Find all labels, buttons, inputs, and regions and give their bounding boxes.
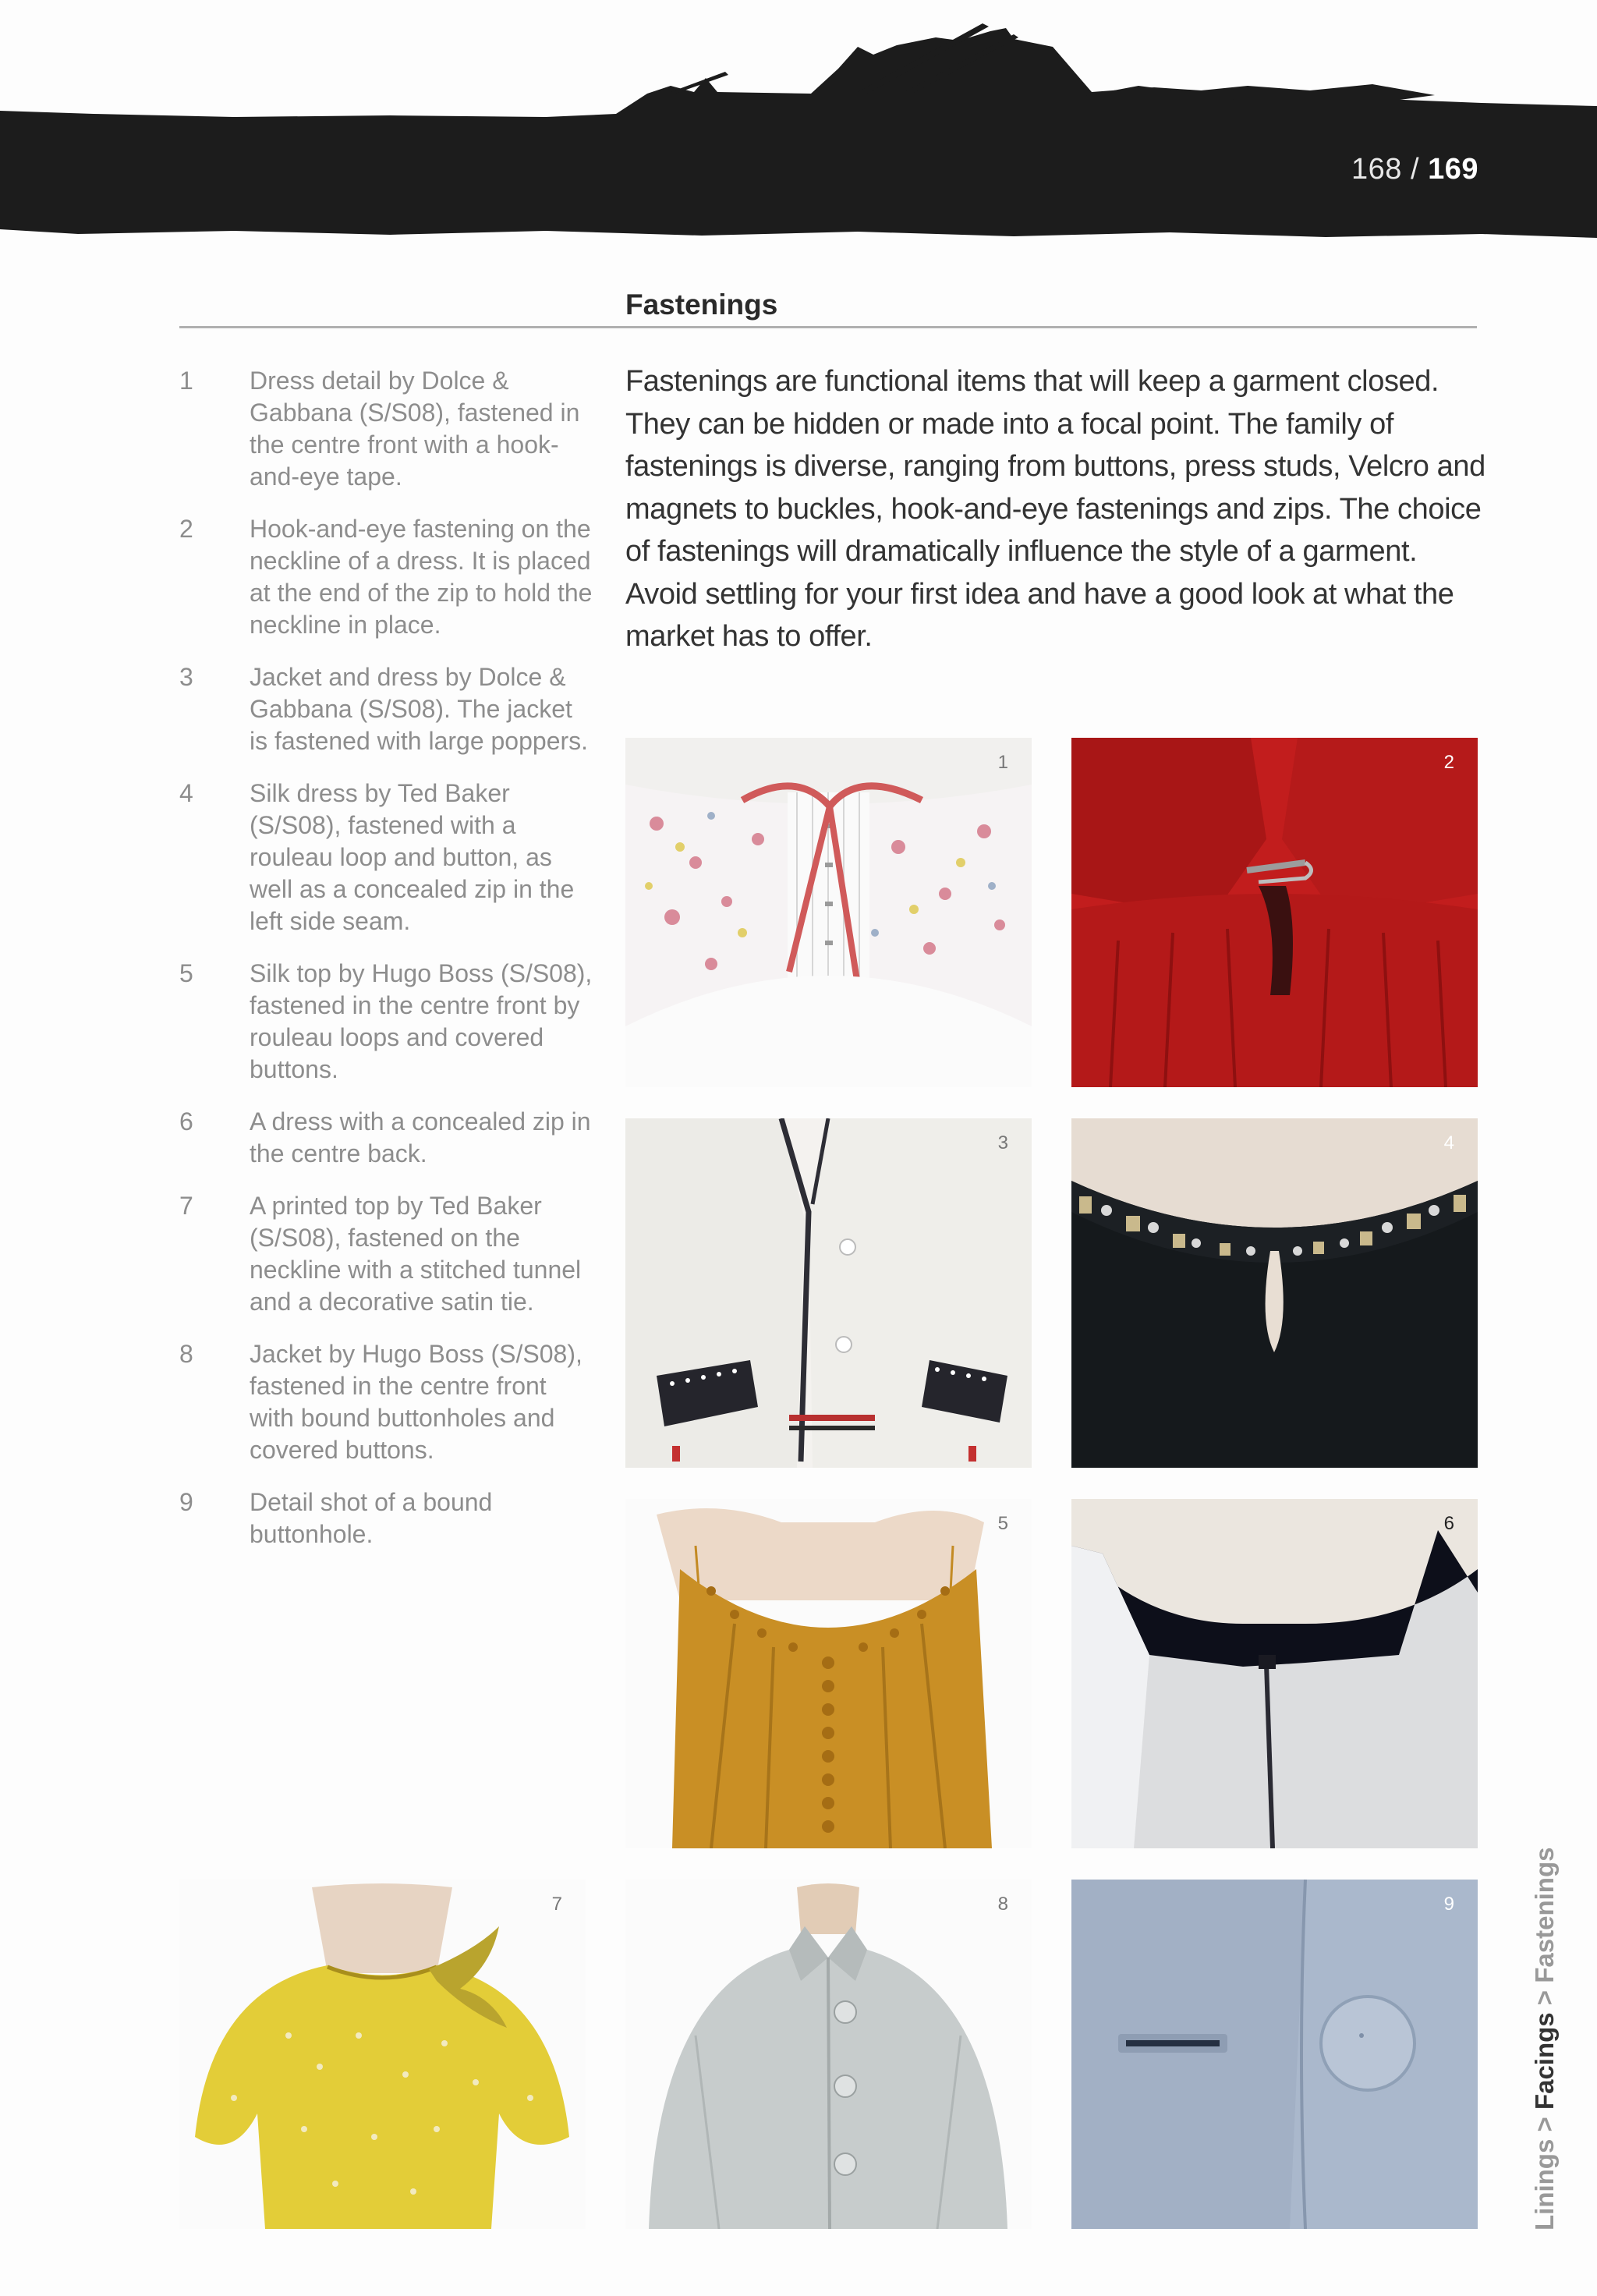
caption-item (179, 958, 593, 1086)
breadcrumb-separator: > (1530, 2110, 1559, 2139)
photo-red-dress-hook (1071, 738, 1478, 1087)
caption-item (179, 513, 593, 641)
caption-text: A dress with a concealed zip in the centre back. (250, 1107, 591, 1167)
page-numbers (1351, 153, 1478, 186)
caption-number: 7 (179, 1192, 193, 1220)
caption-item (179, 1190, 593, 1318)
page-number-separator: / (1410, 153, 1420, 186)
breadcrumb-separator: > (1530, 1982, 1559, 2013)
caption-text: Dress detail by Dolce & Gabbana (S/S08), fastened in the centre front with a hook-and-eye tape. (250, 367, 580, 491)
photo-number: 1 (997, 752, 1008, 773)
photo-yellow-printed-top (179, 1880, 586, 2229)
photo-mustard-silk-top (625, 1499, 1032, 1848)
caption-number: 1 (179, 367, 193, 395)
caption-item (179, 365, 593, 493)
intro-paragraph: Fastenings are functional items that will keep a garment closed. They can be hidden or made into a focal point. The family of fastenings is diverse, ranging from buttons, press studs, Velcro and magnets to buckles, hook-and-eye fastenings and zips. The choice of fastenings will dramatically influence the style of a garment. Avoid settling for your first idea and have a good look at what the market has to offer. (625, 365, 1485, 653)
caption-item (179, 1106, 593, 1170)
caption-item (179, 661, 593, 757)
caption-number: 5 (179, 959, 193, 987)
photo-number: 5 (997, 1513, 1008, 1534)
photo-number: 7 (551, 1894, 562, 1915)
page-number-right: 169 (1428, 153, 1478, 186)
photo-white-jacket (625, 1118, 1032, 1468)
photo-concealed-zip-back (1071, 1499, 1478, 1848)
photo-number: 4 (1443, 1132, 1454, 1153)
photo-bound-buttonhole (1071, 1880, 1478, 2229)
caption-text: Silk top by Hugo Boss (S/S08), fastened in the centre front by rouleau loops and covered buttons. (250, 959, 593, 1083)
caption-text: Detail shot of a bound buttonhole. (250, 1488, 493, 1548)
breadcrumb-item: Facings (1530, 2012, 1559, 2110)
photo-number: 8 (997, 1894, 1008, 1915)
breadcrumb-item: Linings (1530, 2138, 1559, 2230)
caption-item (179, 1486, 593, 1550)
caption-number: 8 (179, 1340, 193, 1368)
breadcrumb-side-nav (1530, 1848, 1560, 2230)
caption-number: 9 (179, 1488, 193, 1516)
caption-text: Silk dress by Ted Baker (S/S08), fastened with a rouleau loop and button, as well as a concealed zip in the left side seam. (250, 779, 575, 935)
photo-number: 9 (1443, 1894, 1454, 1915)
photo-number: 6 (1443, 1513, 1454, 1534)
photo-black-jewelled-neckline (1071, 1118, 1478, 1468)
photo-number: 3 (997, 1132, 1008, 1153)
photo-number: 2 (1443, 752, 1454, 773)
section-title: Fastenings (625, 289, 778, 321)
caption-text: Jacket and dress by Dolce & Gabbana (S/S08). The jacket is fastened with large poppers. (250, 663, 589, 755)
caption-text: A printed top by Ted Baker (S/S08), fastened on the neckline with a stitched tunnel and a decorative satin tie. (250, 1192, 582, 1316)
photo-floral-bodice (625, 738, 1032, 1087)
caption-number: 2 (179, 515, 193, 543)
caption-item (179, 778, 593, 937)
caption-number: 4 (179, 779, 193, 807)
caption-item (179, 1338, 593, 1466)
caption-text: Hook-and-eye fastening on the neckline of a dress. It is placed at the end of the zip to hold the neckline in place. (250, 515, 593, 639)
photo-grey-jacket (625, 1880, 1032, 2229)
page-number-left: 168 (1351, 153, 1402, 186)
caption-number: 3 (179, 663, 193, 691)
breadcrumb-item: Fastenings (1530, 1847, 1559, 1983)
caption-text: Jacket by Hugo Boss (S/S08), fastened in the centre front with bound buttonholes and covered buttons. (250, 1340, 582, 1464)
header-brush-banner (0, 0, 1597, 250)
title-divider (179, 326, 1477, 328)
caption-list (179, 365, 593, 1571)
caption-number: 6 (179, 1107, 193, 1136)
